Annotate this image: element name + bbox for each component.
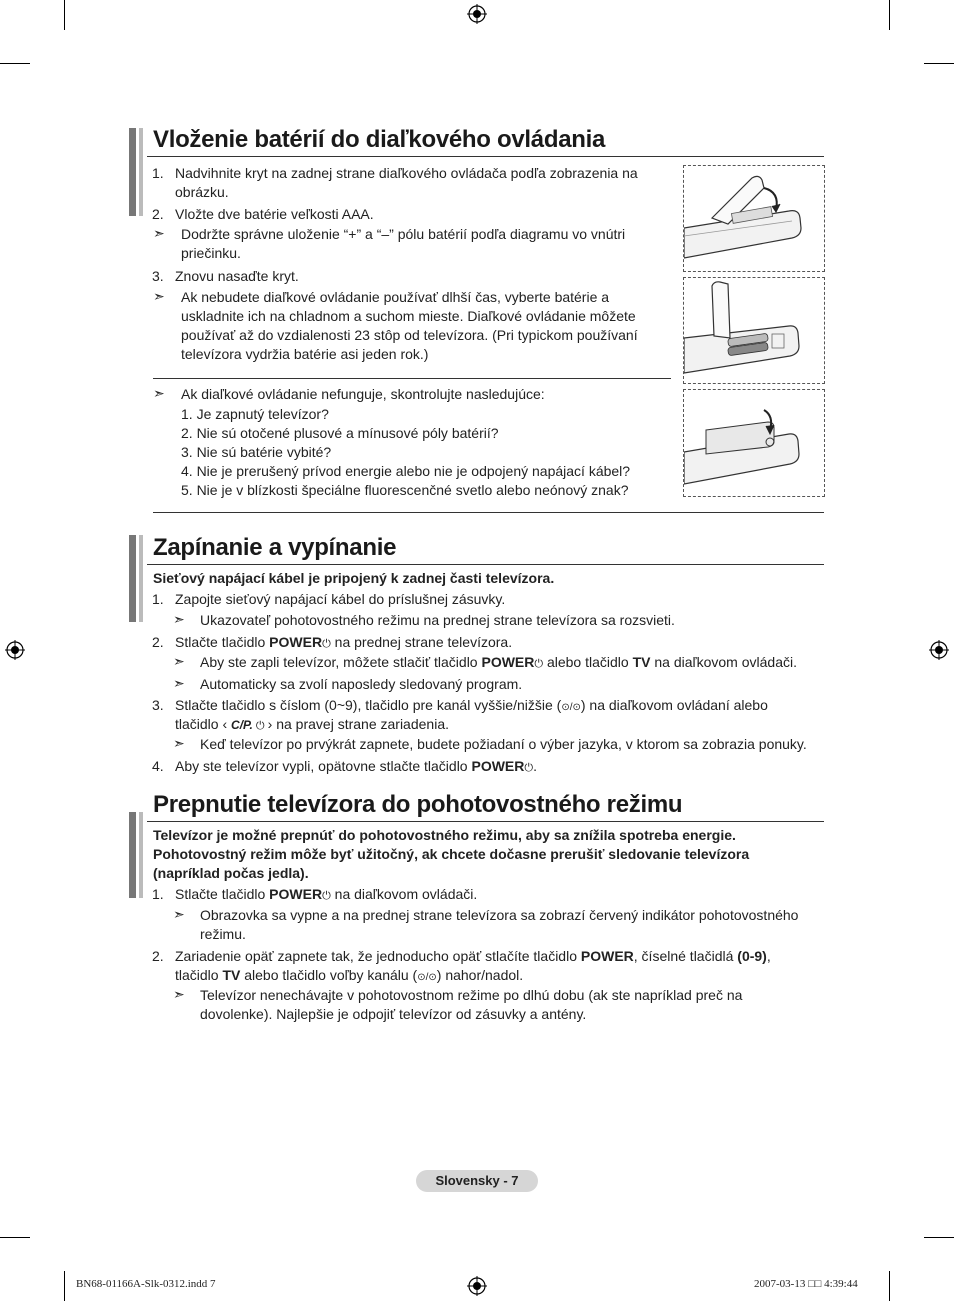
remote-illustration-open-cover bbox=[683, 165, 825, 272]
registration-mark-icon bbox=[467, 4, 487, 24]
lead-text: Pohotovostný režim môže byť užitočný, ak chcete dočasne prerušiť sledovanie televízora bbox=[153, 846, 750, 862]
lead-text: Televízor je možné prepnúť do pohotovostného režimu, aby sa znížila spotreba energie. bbox=[153, 827, 736, 843]
check-item: 2. Nie sú otočené plusové a mínusové póly batérií? bbox=[181, 425, 499, 441]
step-text: tlačidlo TV alebo tlačidlo voľby kanálu (⊙/⊙) nahor/nadol. bbox=[175, 967, 524, 983]
note-arrow-icon: ➣ bbox=[173, 906, 185, 922]
date-slug: 2007-03-13 □□ 4:39:44 bbox=[754, 1278, 858, 1290]
power-key-label: POWER bbox=[269, 634, 323, 650]
remote-illustration-batteries bbox=[683, 277, 825, 384]
check-item: 1. Je zapnutý televízor? bbox=[181, 406, 329, 422]
section-title: Zapínanie a vypínanie bbox=[153, 534, 397, 561]
step-number: 4. bbox=[152, 758, 164, 774]
section-accent-bar bbox=[129, 128, 136, 216]
note-arrow-icon: ➣ bbox=[173, 675, 185, 691]
power-icon: ⏻ bbox=[252, 720, 268, 732]
section-title: Vloženie batérií do diaľkového ovládania bbox=[153, 126, 606, 153]
step-text: Zapojte sieťový napájací kábel do príslušnej zásuvky. bbox=[175, 591, 506, 607]
power-icon: ⏻ bbox=[322, 890, 331, 902]
registration-mark-icon bbox=[467, 1276, 487, 1296]
step-number: 1. bbox=[152, 886, 164, 902]
chevron-right-icon: › bbox=[267, 716, 273, 732]
crop-mark bbox=[924, 1237, 954, 1238]
note-text: Televízor nenechávajte v pohotovostnom režime po dlhú dobu (ak ste napríklad preč na dovolenke). Najlepšie je odpojiť televízor od zásuvky a antény. bbox=[200, 987, 743, 1022]
power-icon: ⏻ bbox=[524, 762, 534, 774]
lead-text: Sieťový napájací kábel je pripojený k zadnej časti televízora. bbox=[153, 570, 555, 586]
cp-key-label: C/P. bbox=[231, 718, 253, 732]
step-number: 3. bbox=[152, 268, 164, 284]
step-number: 1. bbox=[152, 591, 164, 607]
note-arrow-icon: ➣ bbox=[153, 385, 165, 401]
note-text: Automaticky sa zvolí naposledy sledovaný program. bbox=[200, 676, 523, 692]
step-text: Stlačte tlačidlo POWER⏻ na diaľkovom ovládači. bbox=[175, 886, 478, 902]
crop-mark bbox=[64, 1271, 65, 1301]
note-arrow-icon: ➣ bbox=[173, 986, 185, 1002]
note-arrow-icon: ➣ bbox=[153, 288, 165, 304]
divider bbox=[153, 378, 671, 379]
crop-mark bbox=[64, 0, 65, 30]
crop-mark bbox=[0, 1237, 30, 1238]
note-arrow-icon: ➣ bbox=[173, 653, 185, 669]
step-text: Stlačte tlačidlo POWER⏻ na prednej strane televízora. bbox=[175, 634, 513, 650]
section-accent-bar bbox=[129, 535, 136, 622]
crop-mark bbox=[924, 63, 954, 64]
title-rule bbox=[147, 821, 824, 822]
note-text: Obrazovka sa vypne a na prednej strane televízora sa zobrazí červený indikátor pohotovostného režimu. bbox=[200, 907, 799, 942]
note-arrow-icon: ➣ bbox=[153, 225, 165, 241]
step-text: Zariadenie opäť zapnete tak, že jednoducho opäť stlačíte tlačidlo POWER, číselné tlačidlá (0-9), bbox=[175, 948, 771, 964]
registration-mark-icon bbox=[929, 640, 949, 660]
note-text: Aby ste zapli televízor, môžete stlačiť tlačidlo POWER⏻ alebo tlačidlo TV na diaľkovom ovládači. bbox=[200, 654, 797, 670]
step-number: 2. bbox=[152, 634, 164, 650]
note-text: Keď televízor po prvýkrát zapnete, budete požiadaní o výber jazyka, v ktorom sa zobrazia ponuky. bbox=[200, 736, 807, 752]
section-accent-bar bbox=[129, 812, 136, 898]
section-accent-bar bbox=[139, 128, 143, 216]
power-icon: ⏻ bbox=[322, 638, 331, 650]
check-item: 5. Nie je v blízkosti špeciálne fluorescenčné svetlo alebo neónový znak? bbox=[181, 482, 629, 498]
crop-mark bbox=[0, 63, 30, 64]
section-accent-bar bbox=[139, 812, 143, 898]
note-arrow-icon: ➣ bbox=[173, 611, 185, 627]
channel-up-down-icon: ⊙/⊙ bbox=[417, 972, 437, 983]
check-item: 4. Nie je prerušený prívod energie alebo nie je odpojený napájací kábel? bbox=[181, 463, 631, 479]
channel-up-down-icon: ⊙/⊙ bbox=[561, 702, 581, 713]
power-icon: ⏻ bbox=[534, 658, 544, 670]
step-number: 3. bbox=[152, 697, 164, 713]
step-text: Nadvihnite kryt na zadnej strane diaľkového ovládača podľa zobrazenia na obrázku. bbox=[175, 165, 638, 200]
title-rule bbox=[147, 564, 824, 565]
note-text: Ak nebudete diaľkové ovládanie používať dlhší čas, vyberte batérie a uskladnite ich na chladnom a suchom mieste. Diaľkové ovládanie môžete používať až do vzdialenosti 23 stôp od televízora. (Pri typickom používaní televízora vydržia batérie asi jeden rok.) bbox=[181, 289, 638, 362]
registration-mark-icon bbox=[5, 640, 25, 660]
step-text: Vložte dve batérie veľkosti AAA. bbox=[175, 206, 374, 222]
note-arrow-icon: ➣ bbox=[173, 735, 185, 751]
step-text: Znovu nasaďte kryt. bbox=[175, 268, 299, 284]
step-number: 2. bbox=[152, 948, 164, 964]
file-slug: BN68-01166A-Slk-0312.indd 7 bbox=[76, 1278, 216, 1290]
section-accent-bar bbox=[139, 535, 143, 622]
crop-mark bbox=[889, 1271, 890, 1301]
page-number-badge: Slovensky - 7 bbox=[416, 1170, 538, 1192]
step-number: 1. bbox=[152, 165, 164, 181]
step-number: 2. bbox=[152, 206, 164, 222]
section-end-rule bbox=[153, 512, 824, 513]
step-text: Stlačte tlačidlo s číslom (0~9), tlačidlo pre kanál vyššie/nižšie (⊙/⊙) na diaľkovom ovládaní alebo bbox=[175, 697, 768, 713]
note-text: Dodržte správne uloženie “+” a “–” pólu batérií podľa diagramu vo vnútri priečinku. bbox=[181, 226, 626, 261]
note-text: Ak diaľkové ovládanie nefunguje, skontrolujte nasledujúce: bbox=[181, 386, 545, 402]
step-text: Aby ste televízor vypli, opätovne stlačte tlačidlo POWER⏻. bbox=[175, 758, 537, 774]
note-text: Ukazovateľ pohotovostného režimu na prednej strane televízora sa rozsvieti. bbox=[200, 612, 675, 628]
section-title: Prepnutie televízora do pohotovostného režimu bbox=[153, 791, 683, 818]
step-text: tlačidlo ‹ C/P. ⏻ › na pravej strane zariadenia. bbox=[175, 716, 449, 732]
remote-illustration-close-cover bbox=[683, 389, 825, 497]
check-item: 3. Nie sú batérie vybité? bbox=[181, 444, 332, 460]
chevron-left-icon: ‹ bbox=[222, 716, 232, 732]
crop-mark bbox=[889, 0, 890, 30]
title-rule bbox=[147, 156, 824, 157]
lead-text: (napríklad počas jedla). bbox=[153, 865, 309, 881]
